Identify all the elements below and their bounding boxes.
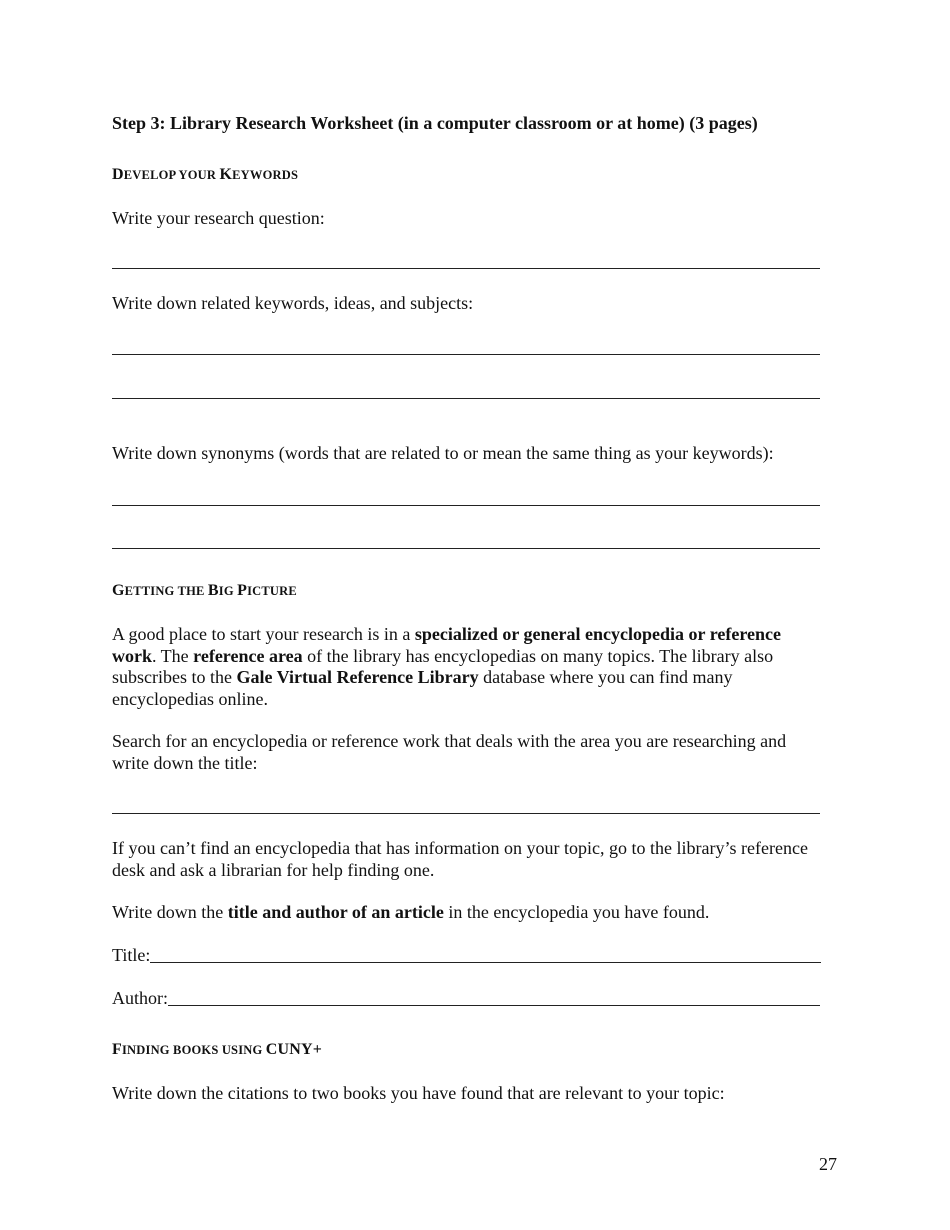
research-question-prompt: Write your research question: — [112, 208, 325, 228]
page-number: 27 — [819, 1154, 837, 1174]
title-answer-line[interactable] — [150, 944, 821, 963]
keywords-answer-line[interactable] — [112, 398, 820, 399]
search-encyclopedia-prompt: Search for an encyclopedia or reference work that deals with the area you are researching and write down the title: — [112, 731, 787, 773]
reference-desk-paragraph: If you can’t find an encyclopedia that has information on your topic, go to the library’s reference desk and ask a librarian for help finding one. — [112, 838, 808, 880]
synonyms-prompt: Write down synonyms (words that are related to or mean the same thing as your keywords): — [112, 443, 774, 463]
encyclopedia-title-answer-line[interactable] — [112, 813, 820, 814]
book-citations-prompt: Write down the citations to two books you have found that are relevant to your topic: — [112, 1083, 725, 1103]
encyclopedia-paragraph: A good place to start your research is in a specialized or general encyclopedia or reference work. The reference area of the library has encyclopedias on many topics. The library also subscribes to the Gale Virtual Reference Library database where you can find many encyclopedias online. — [112, 624, 781, 709]
page-title: Step 3: Library Research Worksheet (in a computer classroom or at home) (3 pages) — [112, 113, 758, 133]
synonyms-answer-line[interactable] — [112, 548, 820, 549]
keywords-answer-line[interactable] — [112, 354, 820, 355]
research-question-answer-line[interactable] — [112, 268, 820, 269]
author-answer-line[interactable] — [168, 987, 820, 1006]
section-heading-keywords: DEVELOP YOUR KEYWORDS — [112, 166, 299, 183]
synonyms-answer-line[interactable] — [112, 505, 820, 506]
author-label: Author: — [112, 988, 168, 1008]
keywords-prompt: Write down related keywords, ideas, and subjects: — [112, 293, 474, 313]
title-field — [112, 944, 821, 966]
section-heading-big-picture: GETTING THE BIG PICTURE — [112, 582, 297, 599]
author-field — [112, 987, 820, 1009]
article-prompt: Write down the title and author of an article in the encyclopedia you have found. — [112, 902, 710, 922]
section-heading-books: FINDING BOOKS USING CUNY+ — [112, 1041, 323, 1058]
title-label: Title: — [112, 945, 151, 965]
